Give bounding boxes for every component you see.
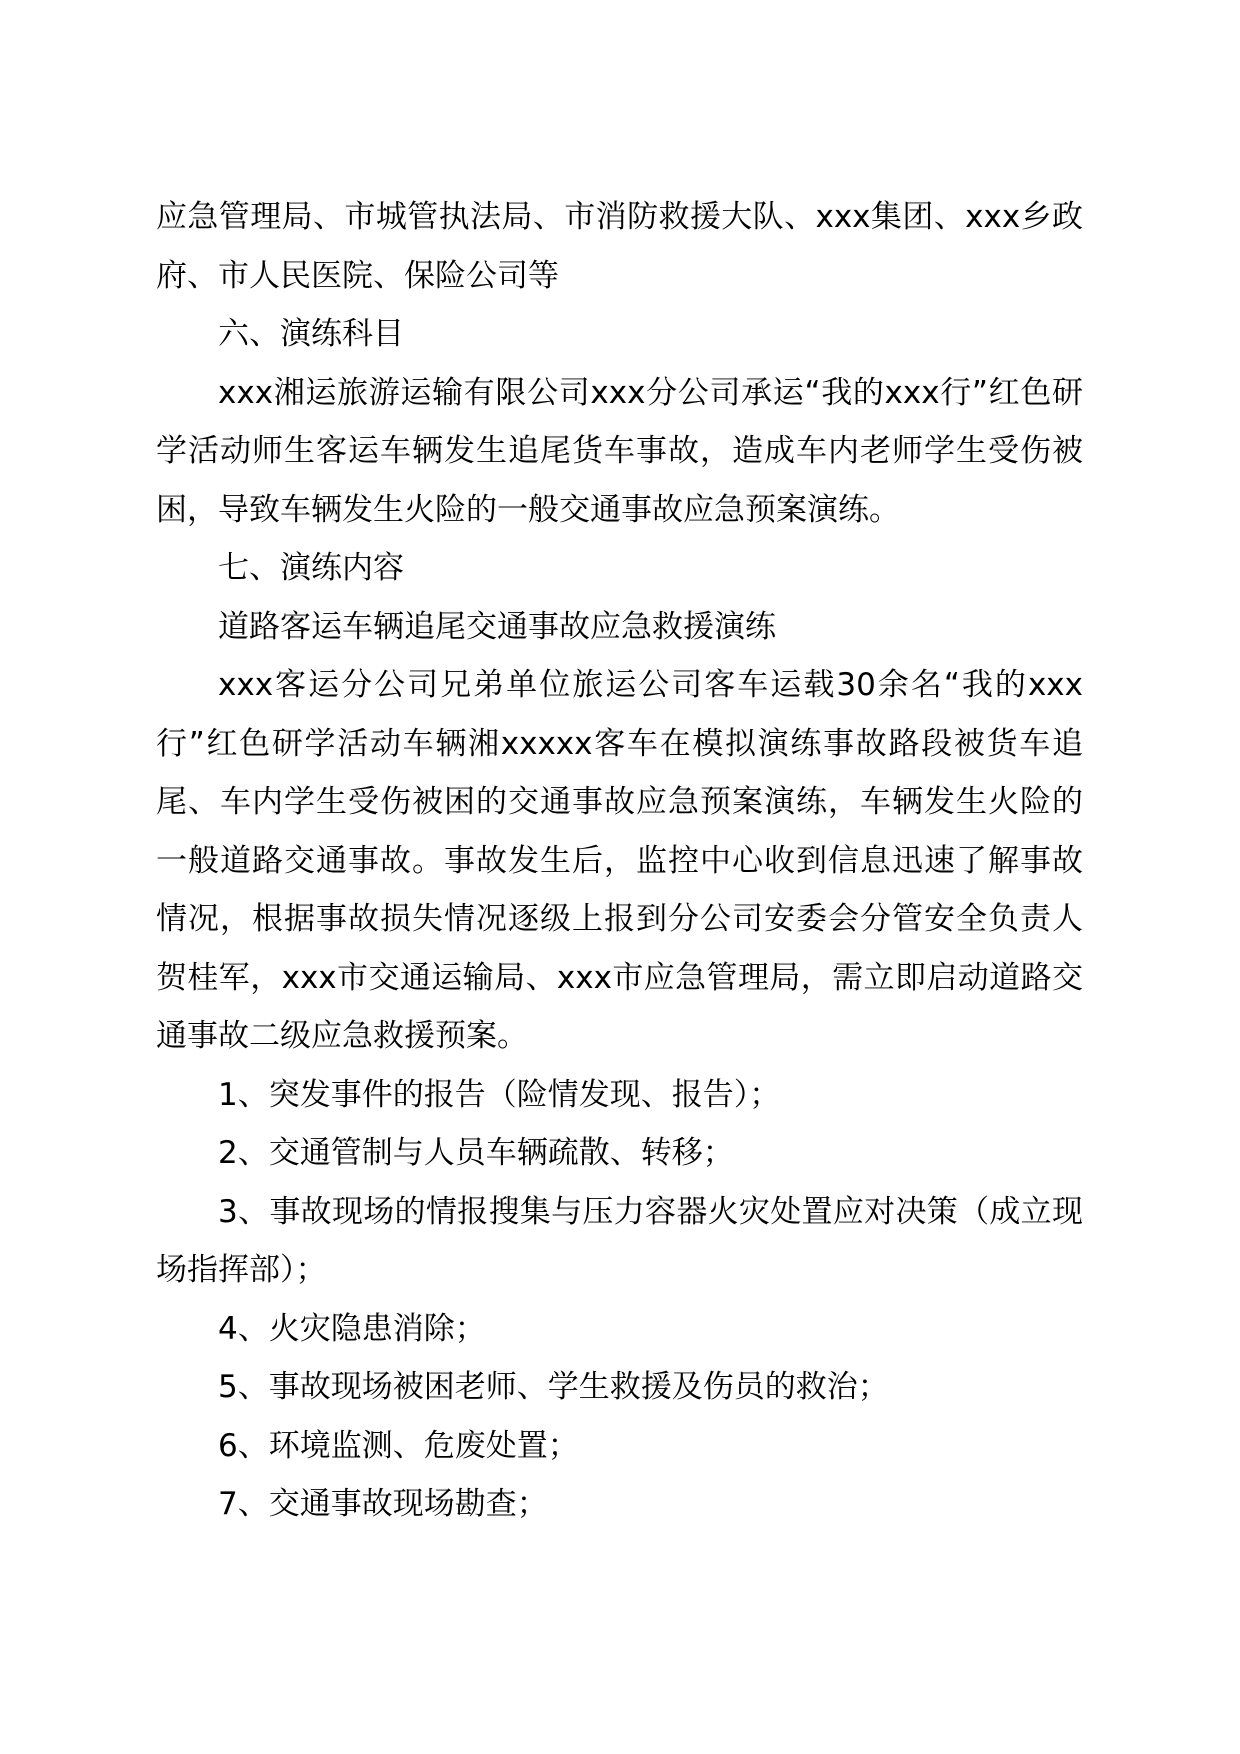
- document-body: [156, 188, 1083, 1534]
- list-item-4: 4、火灾隐患消除；: [218, 1310, 486, 1347]
- list-item-3: 3、事故现场的情报搜集与压力容器火灾处置应对决策（成立现场指挥部）；: [156, 1193, 1083, 1288]
- heading-section-7: 七、演练内容: [218, 550, 404, 586]
- paragraph-continuation: 应急管理局、市城管执法局、市消防救援大队、xxx集团、xxx乡政府、市人民医院、保险公司等: [156, 199, 1083, 294]
- list-item-2: 2、交通管制与人员车辆疏散、转移；: [218, 1135, 734, 1171]
- list-item-5: 5、事故现场被困老师、学生救援及伤员的救治；: [218, 1369, 889, 1405]
- paragraph-drill-title: 道路客运车辆追尾交通事故应急救援演练: [218, 608, 776, 645]
- list-item-1: 1、突发事件的报告（险情发现、报告）；: [218, 1076, 781, 1113]
- list-item-6: 6、环境监测、危废处置；: [218, 1427, 579, 1464]
- paragraph-drill-scenario: xxx客运分公司兄弟单位旅运公司客车运载30余名“我的xxx行”红色研学活动车辆湘xxxxx客车在模拟演练事故路段被货车追尾、车内学生受伤被困的交通事故应急预案演练，车辆发生火险的一般道路交通事故。事故发生后，监控中心收到信息迅速了解事故情况，根据事故损失情况逐级上报到分公司安委会分管安全负责人贺桂军，xxx市交通运输局、xxx市应急管理局，需立即启动道路交通事故二级应急救援预案。: [156, 667, 1083, 1054]
- heading-section-6: 六、演练科目: [218, 316, 404, 352]
- paragraph-drill-subject: xxx湘运旅游运输有限公司xxx分公司承运“我的xxx行”红色研学活动师生客运车辆发生追尾货车事故，造成车内老师学生受伤被困，导致车辆发生火险的一般交通事故应急预案演练。: [156, 374, 1083, 528]
- list-item-7: 7、交通事故现场勘查；: [218, 1486, 548, 1522]
